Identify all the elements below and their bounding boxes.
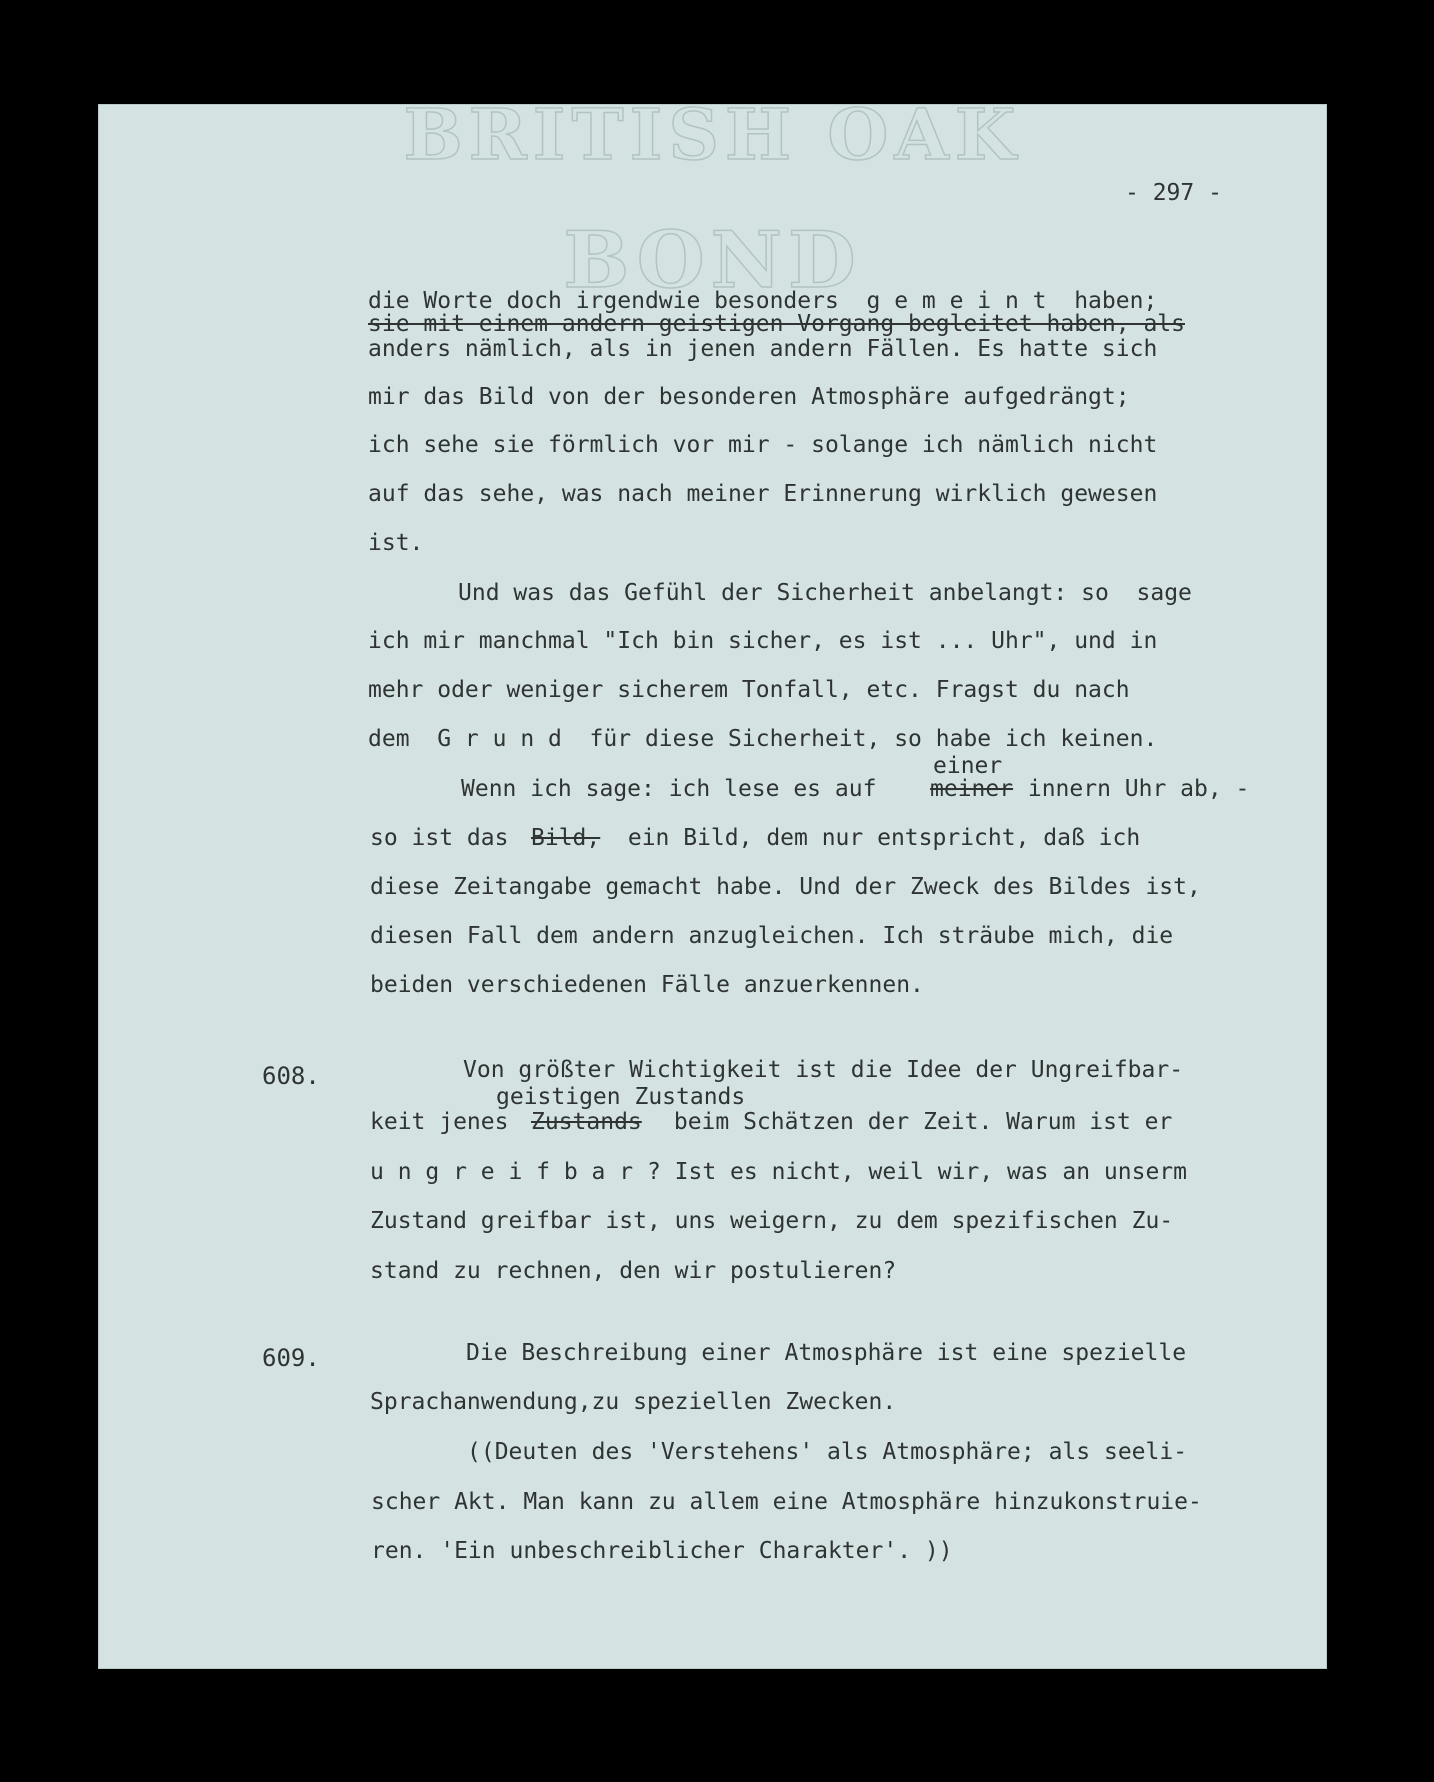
text-line: beiden verschiedenen Fälle anzuerkennen. — [370, 972, 924, 998]
struck-line: sie mit einem andern geistigen Vorgang begleitet haben, als — [368, 311, 1185, 337]
text-line: ((Deuten des 'Verstehens' als Atmosphäre; als seeli- — [467, 1439, 1188, 1465]
page-number: - 297 - — [1125, 180, 1222, 206]
text-line: Sprachanwendung,zu speziellen Zwecken. — [370, 1389, 897, 1415]
watermark-line1: BRITISH OAK — [403, 93, 1022, 176]
text-line: ein Bild, dem nur entspricht, daß ich — [614, 825, 1141, 851]
text-line: keit jenes — [370, 1109, 523, 1135]
document-page — [98, 93, 1327, 1669]
text-line: Und was das Gefühl der Sicherheit anbelangt: so sage — [458, 580, 1192, 606]
text-line: mehr oder weniger sicherem Tonfall, etc. Fragst du nach — [368, 677, 1130, 703]
struck-word: Zustands — [531, 1109, 642, 1135]
text-line: diese Zeitangabe gemacht habe. Und der Zweck des Bildes ist, — [370, 874, 1201, 900]
text-line: ich mir manchmal "Ich bin sicher, es ist ... Uhr", und in — [368, 628, 1158, 654]
text-line: scher Akt. Man kann zu allem eine Atmosphäre hinzukonstruie- — [371, 1489, 1202, 1515]
text-line: ich sehe sie förmlich vor mir - solange ich nämlich nicht — [368, 432, 1158, 458]
text-line: Die Beschreibung einer Atmosphäre ist eine spezielle — [466, 1340, 1187, 1366]
paragraph-number: 608. — [262, 1062, 320, 1090]
paragraph-number: 609. — [262, 1344, 320, 1372]
text-line: u n g r e i f b a r ? Ist es nicht, weil wir, was an unserm — [370, 1159, 1187, 1185]
text-line: Zustand greifbar ist, uns weigern, zu dem spezifischen Zu- — [370, 1208, 1174, 1234]
text-line: innern Uhr ab, - — [1014, 776, 1250, 802]
text-line: stand zu rechnen, den wir postulieren? — [370, 1258, 897, 1284]
text-line: beim Schätzen der Zeit. Warum ist er — [660, 1109, 1173, 1135]
text-line: diesen Fall dem andern anzugleichen. Ich sträube mich, die — [370, 923, 1174, 949]
insertion-text: einer — [933, 753, 1003, 779]
text-line: ist. — [368, 530, 424, 556]
text-line: ren. 'Ein unbeschreiblicher Charakter'. )) — [371, 1538, 953, 1564]
text-line: Wenn ich sage: ich lese es auf — [461, 776, 891, 802]
text-line: dem G r u n d für diese Sicherheit, so habe ich keinen. — [368, 726, 1158, 752]
text-line: anders nämlich, als in jenen andern Fällen. Es hatte sich — [368, 336, 1158, 362]
text-line: mir das Bild von der besonderen Atmosphäre aufgedrängt; — [368, 384, 1130, 410]
text-line: auf das sehe, was nach meiner Erinnerung wirklich gewesen — [368, 481, 1158, 507]
watermark-line2: BOND — [563, 215, 862, 306]
struck-word: meiner — [930, 776, 1014, 802]
text-line: so ist das — [370, 825, 523, 851]
insertion-text: geistigen Zustands — [496, 1084, 746, 1110]
struck-word: Bild, — [531, 825, 601, 851]
text-line: die Worte doch irgendwie besonders g e m e i n t haben; — [368, 288, 1158, 314]
text-line: Von größter Wichtigkeit ist die Idee der Ungreifbar- — [463, 1057, 1184, 1083]
